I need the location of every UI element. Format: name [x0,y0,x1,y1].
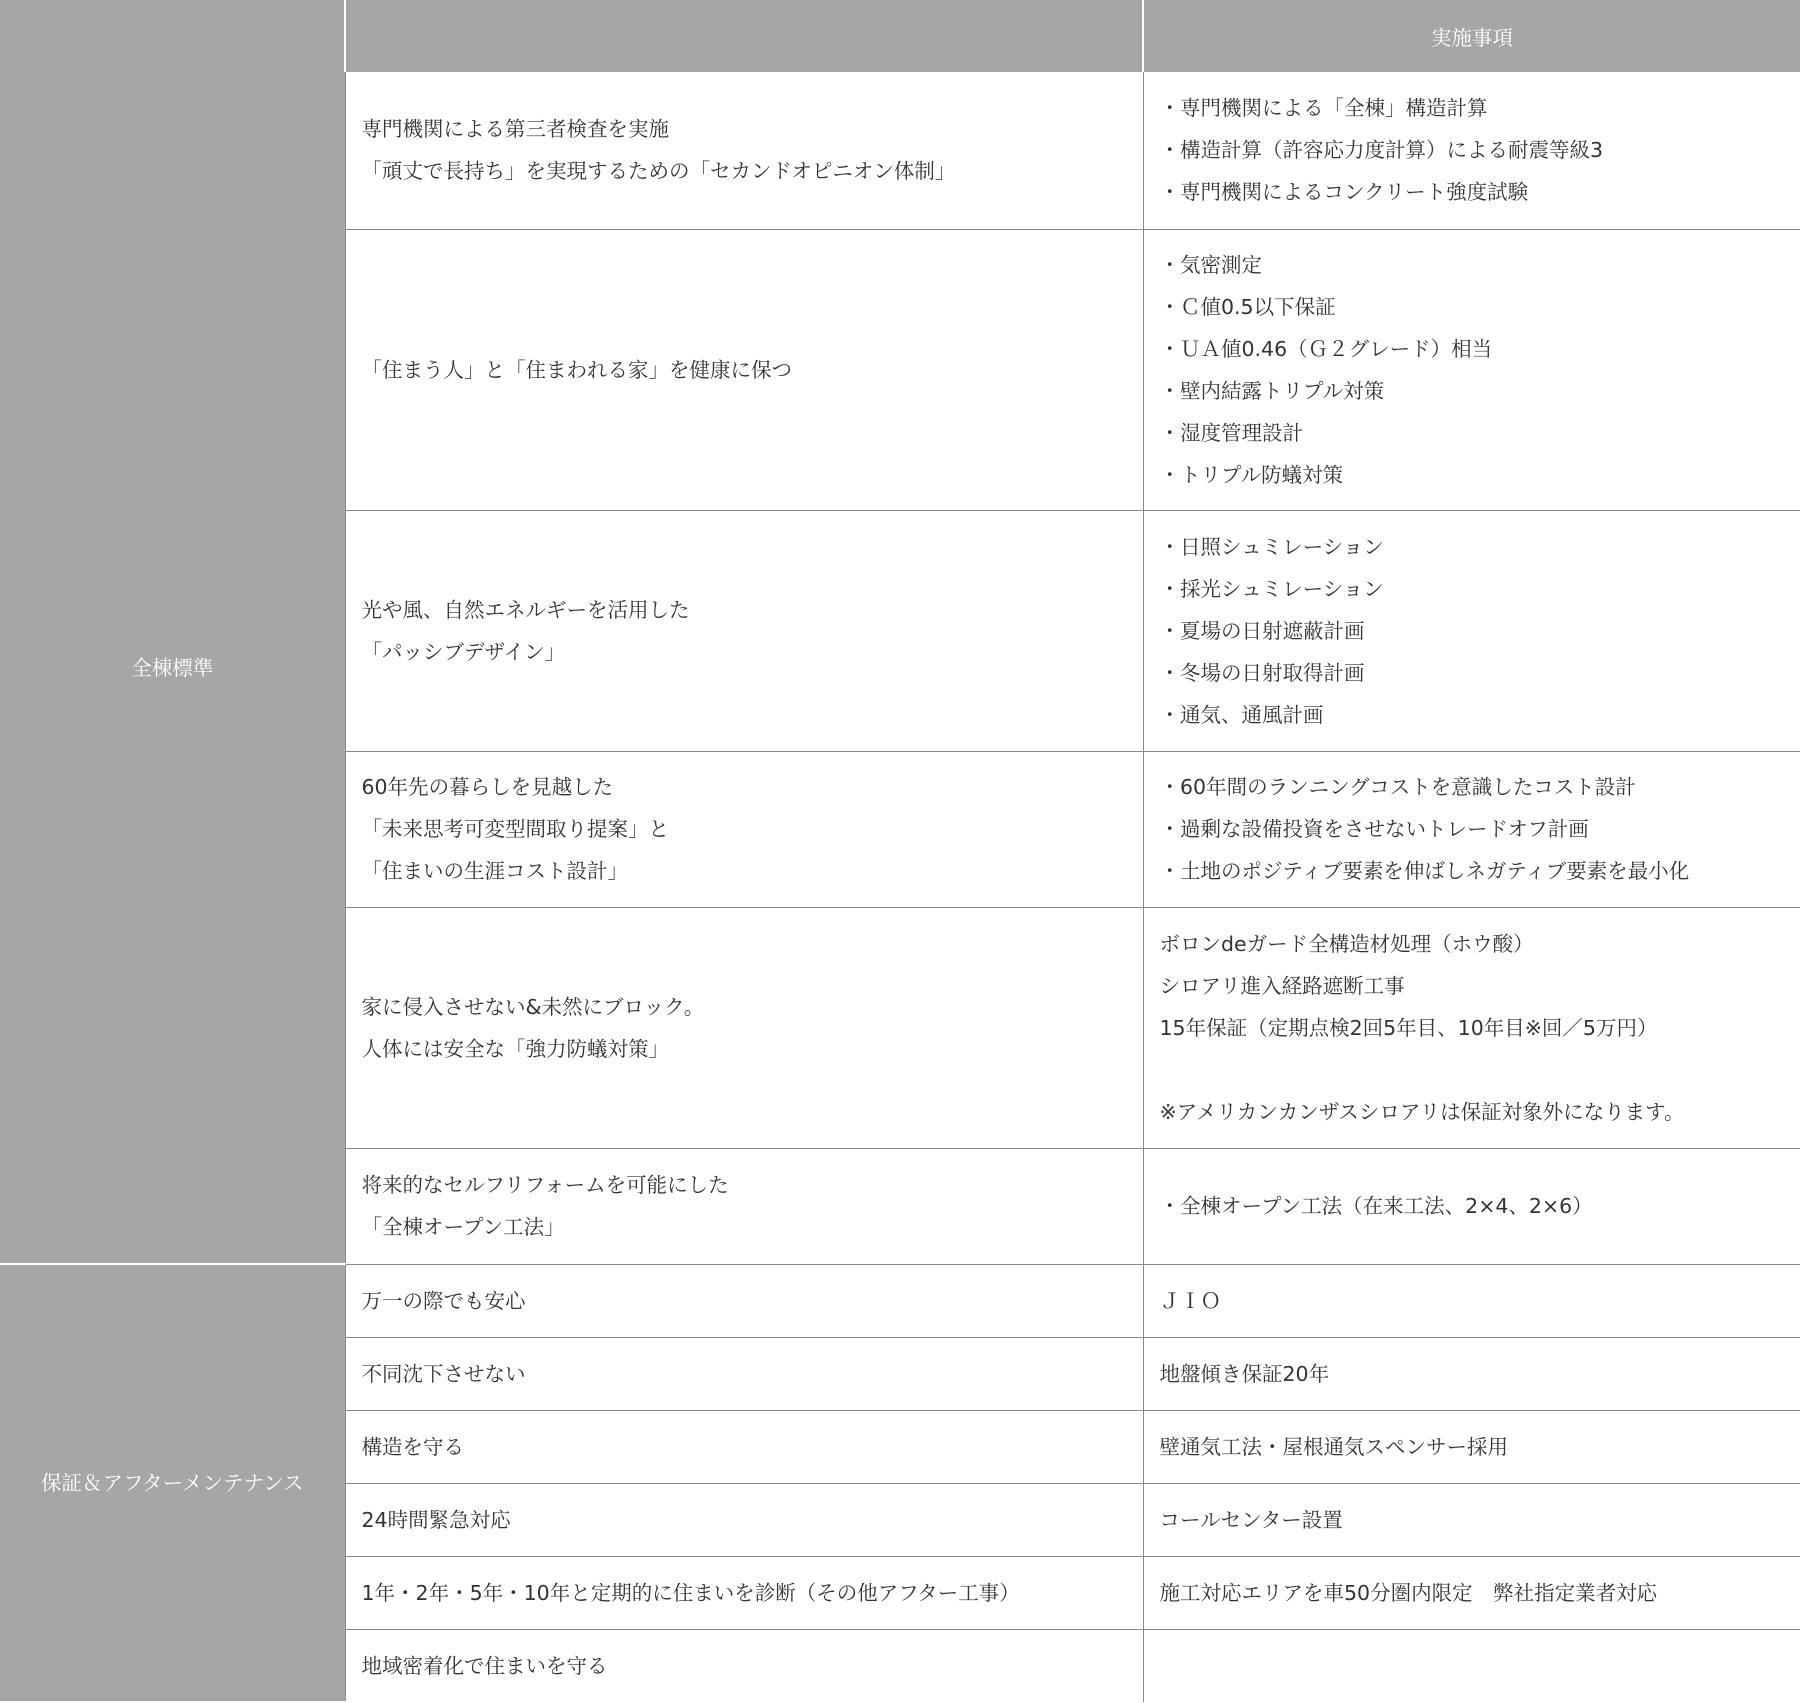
items-cell [1143,510,1800,751]
feature-line: 「住まいの生涯コスト設計」 [361,859,628,883]
feature-cell [345,1556,1143,1629]
category-standard: 全棟標準 [0,72,345,1264]
items-cell [1143,1148,1800,1264]
items-cell [1143,1483,1800,1556]
items-cell [1143,751,1800,907]
feature-cell [345,1483,1143,1556]
items-cell [1143,72,1800,229]
item-line: 壁通気工法・屋根通気スペンサー採用 [1159,1434,1508,1459]
item-line: ・湿度管理設計 [1159,420,1303,445]
table-row [0,1264,1800,1337]
header-row [0,0,1800,72]
feature-line: 専門機関による第三者検査を実施 [361,117,669,142]
feature-cell [345,907,1143,1148]
feature-line: 「住まう人」と「住まわれる家」を健康に保つ [361,357,792,382]
feature-line: 家に侵入させない&未然にブロック。 [361,994,705,1019]
feature-line: 構造を守る [361,1434,464,1459]
item-line: ・専門機関によるコンクリート強度試験 [1159,180,1529,205]
item-line: 施工対応エリアを車50分圏内限定 弊社指定業者対応 [1159,1580,1658,1605]
items-cell [1143,1337,1800,1410]
feature-cell [345,1264,1143,1337]
item-line: ＪＩＯ [1159,1288,1221,1313]
item-line: ・土地のポジティブ要素を伸ばしネガティブ要素を最小化 [1159,859,1690,883]
items-cell [1143,1556,1800,1629]
feature-line: 将来的なセルフリフォームを可能にした [361,1173,729,1197]
item-line: 地盤傾き保証20年 [1159,1361,1330,1386]
item-line: ・夏場の日射遮蔽計画 [1159,618,1365,643]
item-line: ・トリプル防蟻対策 [1159,462,1344,487]
feature-cell [345,751,1143,907]
feature-line: 「頑丈で長持ち」を実現するための「セカンドオピニオン体制」 [361,159,956,184]
item-line: ・Ｃ値0.5以下保証 [1159,294,1336,319]
item-line: コールセンター設置 [1159,1507,1343,1532]
feature-line: 不同沈下させない [361,1361,526,1386]
feature-line: 光や風、自然エネルギーを活用した [361,597,690,622]
feature-line: 「全棟オープン工法」 [361,1215,565,1239]
item-line: ・日照シュミレーション [1159,534,1384,559]
feature-cell [345,1410,1143,1483]
item-line: ・専門機関による「全棟」構造計算 [1159,96,1488,121]
feature-cell [345,1629,1143,1702]
feature-cell [345,229,1143,510]
feature-line: 60年先の暮らしを見越した [361,775,614,799]
item-line: ・気密測定 [1159,252,1262,277]
feature-line: 万一の際でも安心 [361,1288,526,1313]
item-line: ・60年間のランニングコストを意識したコスト設計 [1159,775,1636,799]
items-cell [1143,1264,1800,1337]
header-category [0,0,345,72]
header-items: 実施事項 [1143,0,1800,72]
table-row [0,72,1800,229]
header-feature [345,0,1143,72]
feature-cell [345,72,1143,229]
items-cell [1143,1410,1800,1483]
item-line: ・過剰な設備投資をさせないトレードオフ計画 [1159,817,1589,841]
feature-line: 人体には安全な「強力防蟻対策」 [361,1036,669,1061]
feature-line: 地域密着化で住まいを守る [361,1653,608,1678]
item-line: ・通気、通風計画 [1159,702,1324,727]
feature-cell [345,1148,1143,1264]
items-cell [1143,229,1800,510]
feature-line: 24時間緊急対応 [361,1507,511,1532]
item-line: ・冬場の日射取得計画 [1159,660,1365,685]
feature-cell [345,510,1143,751]
items-cell [1143,1629,1800,1702]
blank-line [1160,1049,1785,1091]
item-line: ・ＵＡ値0.46（Ｇ２グレード）相当 [1159,336,1493,361]
item-line: 15年保証（定期点検2回5年目、10年目※回／5万円） [1159,1015,1658,1040]
item-line: ボロンdeガード全構造材処理（ホウ酸） [1159,931,1534,956]
feature-cell [345,1337,1143,1410]
note-line: ※アメリカンカンザスシロアリは保証対象外になります。 [1159,1099,1685,1124]
item-line: ・採光シュミレーション [1159,576,1384,601]
item-line: シロアリ進入経路遮断工事 [1159,973,1405,998]
item-line: ・全棟オープン工法（在来工法、2×4、2×6） [1159,1194,1593,1218]
feature-line: 「未来思考可変型間取り提案」と [361,817,669,841]
category-warranty: 保証＆アフターメンテナンス [0,1264,345,1702]
feature-line: 「パッシブデザイン」 [361,639,566,664]
items-cell [1143,907,1800,1148]
feature-line: 1年・2年・5年・10年と定期的に住まいを診断（その他アフター工事） [361,1580,1020,1605]
item-line: ・構造計算（許容応力度計算）による耐震等級3 [1159,138,1604,163]
item-line: ・壁内結露トリプル対策 [1159,378,1385,403]
